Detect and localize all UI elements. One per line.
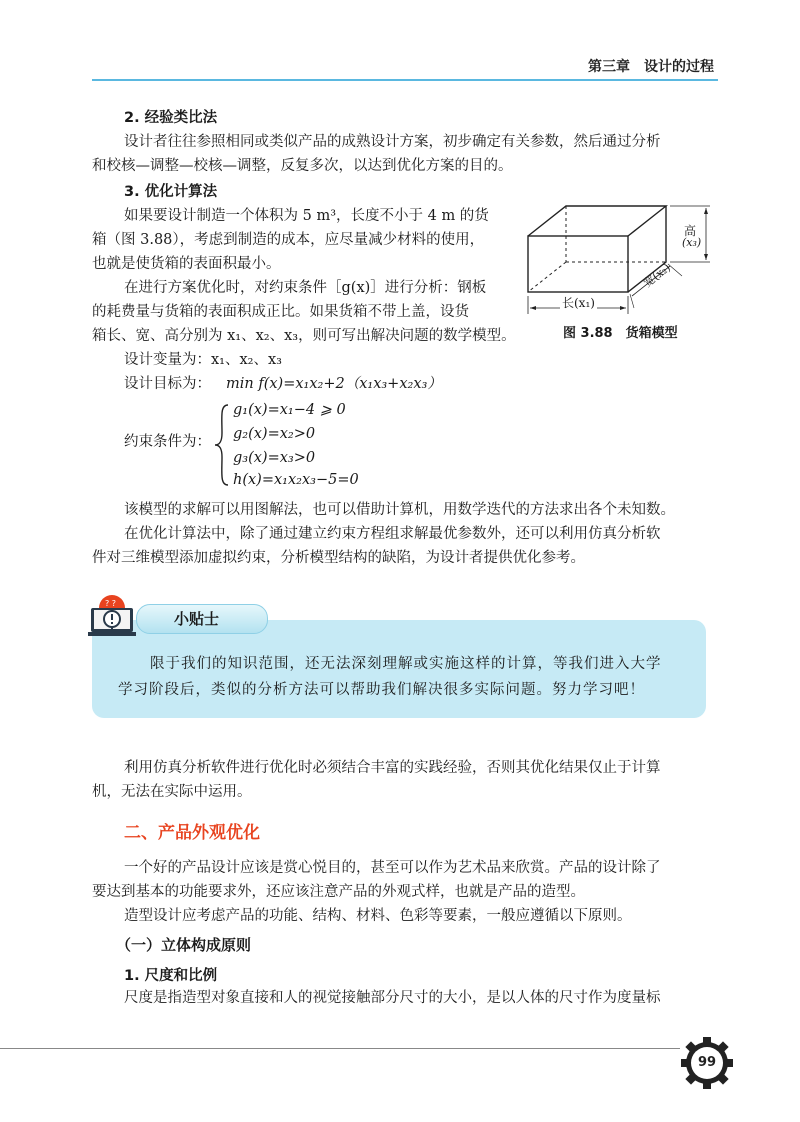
tip-line1: 限于我们的知识范围，还无法深刻理解或实施这样的计算，等我们进入大学 <box>150 656 662 672</box>
method3-p1-l1: 如果要设计制造一个体积为 5 m³，长度不小于 4 m 的货 <box>124 208 489 224</box>
after-tip-l2: 机，无法在实际中运用。 <box>92 784 252 800</box>
figure-label-height: 高 <box>684 224 697 238</box>
objective-formula: min f(x)=x₁x₂+2（x₁x₃+x₂x₃） <box>226 376 442 392</box>
method3-p1-l2: 箱（图 3.88），考虑到制造的成本，应尽量减少材料的使用， <box>92 232 485 248</box>
constraint-4: h(x)=x₁x₂x₃−5=0 <box>233 472 359 488</box>
figure-caption: 图 3.88 货箱模型 <box>563 326 678 341</box>
design-variables: 设计变量为：x₁、x₂、x₃ <box>124 352 282 368</box>
tip-book-icon <box>88 594 138 640</box>
tip-title: 小贴士 <box>174 610 220 628</box>
brace-icon <box>212 403 232 487</box>
section2-subheading: （一）立体构成原则 <box>116 936 252 954</box>
method2-line2: 和校核—调整—校核—调整，反复多次，以达到优化方案的目的。 <box>92 158 513 174</box>
constraint-1: g₁(x)=x₁−4 ⩾ 0 <box>233 402 346 418</box>
section2-item1-text: 尺度是指造型对象直接和人的视觉接触部分尺寸的大小，是以人体的尺寸作为度量标 <box>124 990 661 1006</box>
method3-p4-l1: 在优化计算法中，除了通过建立约束方程组求解最优参数外，还可以利用仿真分析软 <box>124 526 661 542</box>
section2-p1-l2: 要达到基本的功能要求外，还应该注意产品的外观式样，也就是产品的造型。 <box>92 884 585 900</box>
figure-label-height-var: (x₃) <box>682 236 702 249</box>
section2-item1-heading: 1. 尺度和比例 <box>124 968 218 984</box>
page-number: 99 <box>697 1055 717 1070</box>
footer-rule <box>0 1048 680 1049</box>
cargo-box-figure <box>520 196 720 318</box>
constraint-label: 约束条件为： <box>124 434 211 450</box>
method2-heading: 2. 经验类比法 <box>124 110 218 126</box>
section2-title: 二、产品外观优化 <box>124 823 260 843</box>
constraint-3: g₃(x)=x₃>0 <box>233 450 316 466</box>
method3-heading: 3. 优化计算法 <box>124 184 218 200</box>
header-rule <box>92 79 718 81</box>
method2-line1: 设计者往往参照相同或类似产品的成熟设计方案，初步确定有关参数，然后通过分析 <box>124 134 661 150</box>
figure-label-length: 长(x₁) <box>562 296 595 310</box>
running-header: 第三章 设计的过程 <box>588 59 714 75</box>
method3-p2-l3: 箱长、宽、高分别为 x₁、x₂、x₃，则可写出解决问题的数学模型。 <box>92 328 516 344</box>
tip-line2: 学习阶段后，类似的分析方法可以帮助我们解决很多实际问题。努力学习吧！ <box>118 682 645 698</box>
method3-p2-l1: 在进行方案优化时，对约束条件［g(x)］进行分析：钢板 <box>124 280 487 296</box>
objective-label: 设计目标为： <box>124 376 211 392</box>
method3-p1-l3: 也就是使货箱的表面积最小。 <box>92 256 281 272</box>
figure-label-width: 宽(x₂) <box>641 260 674 290</box>
svg-text:? ?: ? ? <box>105 599 117 608</box>
section2-p1-l1: 一个好的产品设计应该是赏心悦目的，甚至可以作为艺术品来欣赏。产品的设计除了 <box>124 860 661 876</box>
constraint-2: g₂(x)=x₂>0 <box>233 426 316 442</box>
method3-p2-l2: 的耗费量与货箱的表面积成正比。如果货箱不带上盖，设货 <box>92 304 469 320</box>
method3-p4-l2: 件对三维模型添加虚拟约束，分析模型结构的缺陷，为设计者提供优化参考。 <box>92 550 585 566</box>
section2-p2: 造型设计应考虑产品的功能、结构、材料、色彩等要素，一般应遵循以下原则。 <box>124 908 632 924</box>
after-tip-l1: 利用仿真分析软件进行优化时必须结合丰富的实践经验，否则其优化结果仅止于计算 <box>124 760 661 776</box>
method3-p3: 该模型的求解可以用图解法，也可以借助计算机，用数学迭代的方法求出各个未知数。 <box>124 502 675 518</box>
